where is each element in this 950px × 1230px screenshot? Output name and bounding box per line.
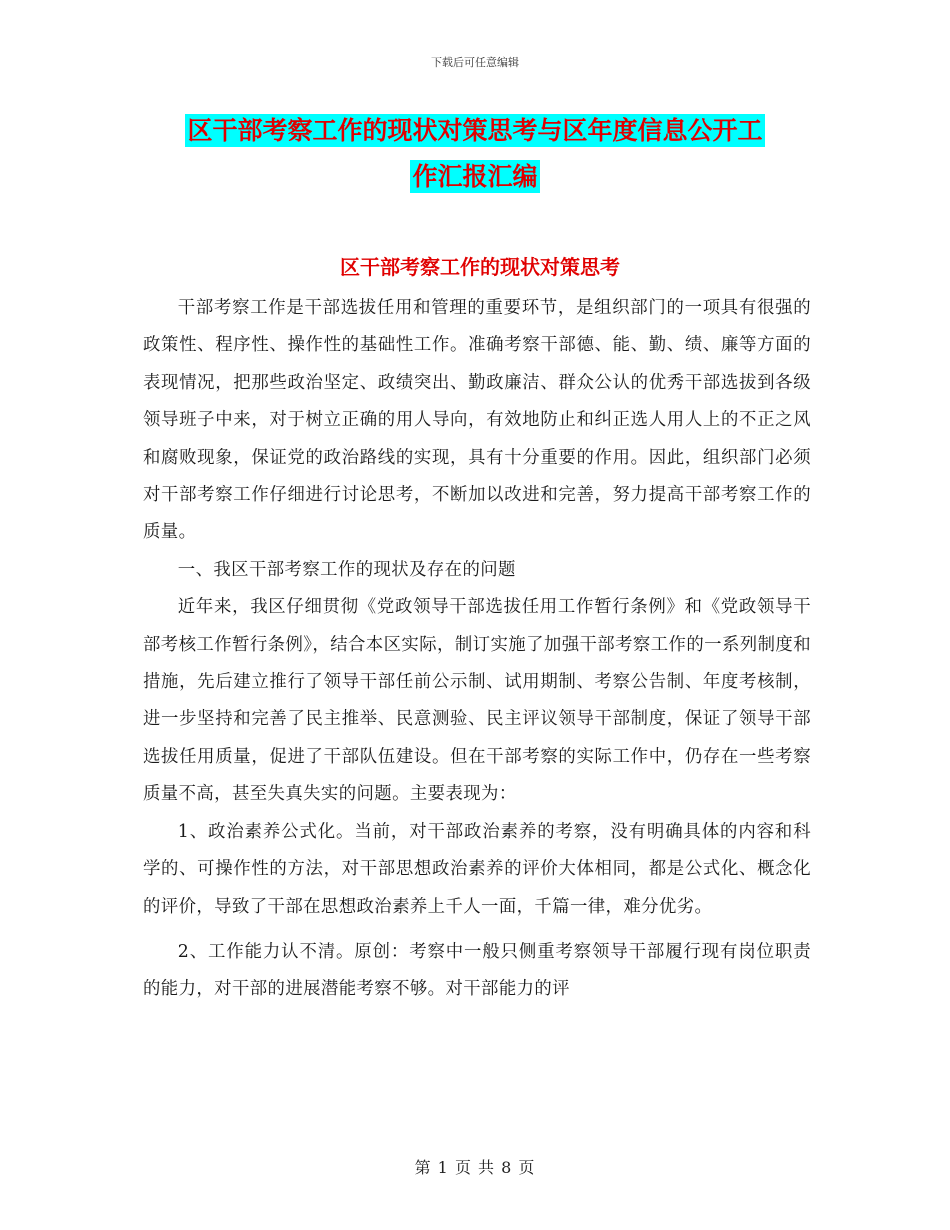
section-title: 区干部考察工作的现状对策思考: [340, 255, 620, 279]
paragraph: 2、工作能力认不清。原创：考察中一般只侧重考察领导干部履行现有岗位职责的能力，对干部的进展潜能考察不够。对干部能力的评: [143, 941, 811, 1000]
header-note: 下载后可任意编辑: [431, 56, 519, 69]
page-number: 第 1 页 共 8 页: [414, 1158, 536, 1177]
document-title: [140, 108, 810, 200]
document-title-line1: 区干部考察工作的现状对策思考与区年度信息公开工: [187, 116, 763, 145]
document-title-line2: 作汇报汇编: [412, 162, 538, 191]
paragraph: 近年来，我区仔细贯彻《党政领导干部选拔任用工作暂行条例》和《党政领导干部考核工作暂行条例》，结合本区实际，制订实施了加强干部考察工作的一系列制度和措施，先后建立推行了领导干部任前公示制、试用期制、考察公告制、年度考核制，进一步坚持和完善了民主推举、民意测验、民主评议领导干部制度，保证了领导干部选拔任用质量，促进了干部队伍建设。但在干部考察的实际工作中，仍存在一些考察质量不高，甚至失真失实的问题。主要表现为：: [143, 597, 811, 805]
paragraph: 1、政治素养公式化。当前，对干部政治素养的考察，没有明确具体的内容和科学的、可操作性的方法，对干部思想政治素养的评价大体相同，都是公式化、概念化的评价，导致了干部在思想政治素养上千人一面，千篇一律，难分优劣。: [143, 821, 811, 917]
paragraph-heading: 一、我区干部考察工作的现状及存在的问题: [177, 559, 516, 580]
body-text: [143, 290, 811, 1009]
paragraph: 干部考察工作是干部选拔任用和管理的重要环节，是组织部门的一项具有很强的政策性、程序性、操作性的基础性工作。准确考察干部德、能、勤、绩、廉等方面的表现情况，把那些政治坚定、政绩突出、勤政廉洁、群众公认的优秀干部选拔到各级领导班子中来，对于树立正确的用人导向，有效地防止和纠正选人用人上的不正之风和腐败现象，保证党的政治路线的实现，具有十分重要的作用。因此，组织部门必须对干部考察工作仔细进行讨论思考，不断加以改进和完善，努力提高干部考察工作的质量。: [143, 298, 811, 543]
